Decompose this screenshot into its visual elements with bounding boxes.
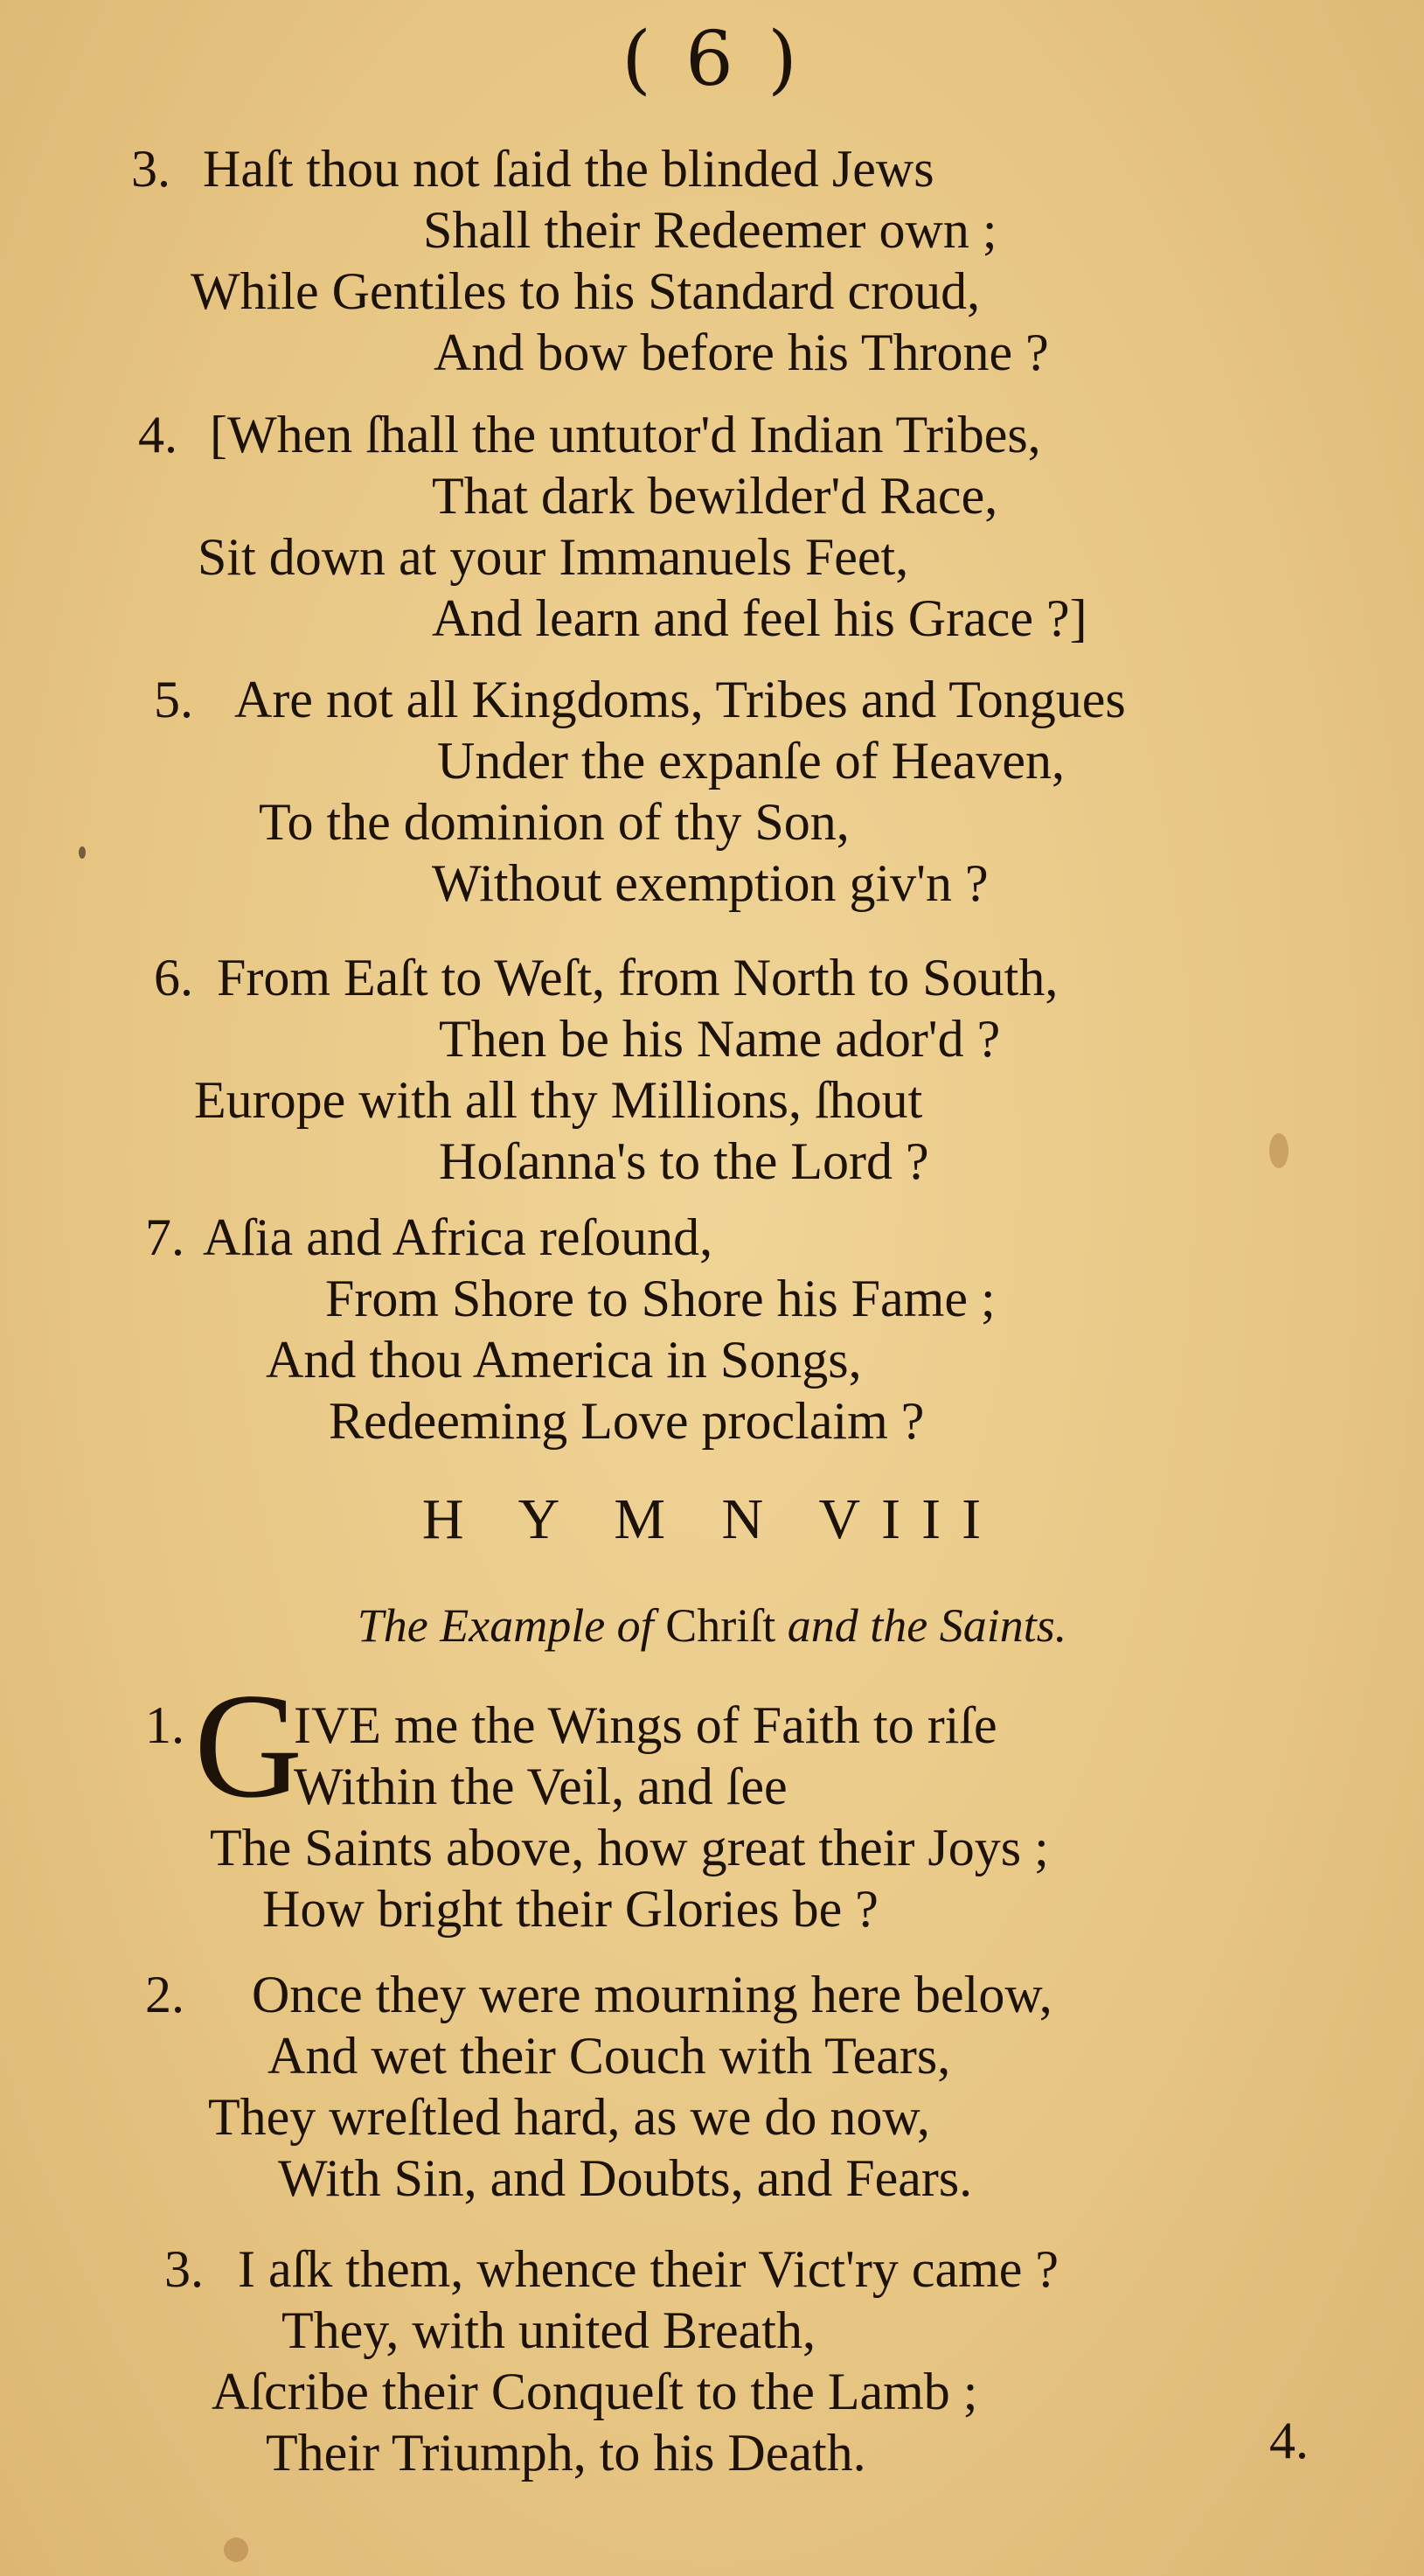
verse-line: From Eaſt to Weſt, from North to South, [217, 949, 1059, 1006]
verse-line: The Saints above, how great their Joys ; [210, 1819, 1049, 1876]
verse-line: Their Triumph, to his Death. [266, 2424, 866, 2482]
verse-number: 3. [131, 140, 170, 198]
verse-line: Under the expanſe of Heaven, [437, 732, 1066, 790]
paper-stain [1269, 1133, 1289, 1168]
verse-number: 5. [154, 671, 193, 728]
verse-line: And thou America in Songs, [266, 1331, 862, 1389]
paper-stain [79, 846, 86, 859]
verse-line: [When ſhall the untutor'd Indian Tribes, [210, 406, 1041, 463]
verse-line: Then be his Name ador'd ? [439, 1010, 1001, 1068]
verse-number: 7. [145, 1208, 184, 1266]
verse-line: Once they were mourning here below, [252, 1966, 1052, 2023]
verse-line: Aſia and Africa reſound, [203, 1208, 713, 1266]
subtitle-part: and the Saints. [787, 1599, 1067, 1652]
verse-line: Aſcribe their Conqueſt to the Lamb ; [212, 2363, 978, 2420]
verse-number: 3. [164, 2240, 204, 2298]
verse-line: How bright their Glories be ? [262, 1880, 879, 1938]
verse-line: IVE me the Wings of Faith to riſe [294, 1696, 997, 1754]
verse-line: They, with united Breath, [281, 2301, 816, 2359]
verse-number: 1. [145, 1696, 184, 1754]
verse-line: Without exemption giv'n ? [432, 854, 989, 912]
verse-line: Within the Veil, and ſee [294, 1758, 788, 1815]
verse-line: They wreſtled hard, as we do now, [208, 2088, 930, 2146]
verse-line: That dark bewilder'd Race, [432, 467, 998, 525]
verse-line: Europe with all thy Millions, ſhout [194, 1071, 923, 1129]
drop-cap: G [194, 1663, 303, 1829]
verse-line: Haſt thou not ſaid the blinded Jews [203, 140, 934, 198]
verse-line: While Gentiles to his Standard croud, [191, 262, 981, 320]
verse-line: I aſk them, whence their Vict'ry came ? [238, 2240, 1059, 2298]
hymn-title: H Y M N VIII [421, 1487, 1003, 1551]
verse-number: 2. [145, 1966, 184, 2023]
verse-line: Redeeming Love proclaim ? [329, 1392, 925, 1450]
verse-line: Sit down at your Immanuels Feet, [198, 528, 909, 586]
verse-line: From Shore to Shore his Fame ; [325, 1270, 996, 1327]
verse-line: With Sin, and Doubts, and Fears. [278, 2149, 973, 2207]
subtitle-part: The Example of [357, 1599, 654, 1652]
verse-line: And learn and feel his Grace ?] [432, 589, 1087, 647]
verse-line: And wet their Couch with Tears, [267, 2027, 951, 2085]
verse-line: To the dominion of thy Son, [259, 793, 850, 851]
catchword: 4. [1269, 2412, 1309, 2469]
verse-number: 6. [154, 949, 193, 1006]
paper-stain [224, 2538, 248, 2562]
verse-line: Are not all Kingdoms, Tribes and Tongues [234, 671, 1126, 728]
verse-number: 4. [138, 406, 177, 463]
hymn-subtitle [0, 1598, 1424, 1653]
verse-line: And bow before his Throne ? [434, 324, 1049, 381]
verse-line: Hoſanna's to the Lord ? [439, 1132, 929, 1190]
page-number: ( 6 ) [622, 16, 802, 103]
verse-line: Shall their Redeemer own ; [423, 201, 997, 259]
subtitle-part: Chriſt [665, 1599, 776, 1652]
